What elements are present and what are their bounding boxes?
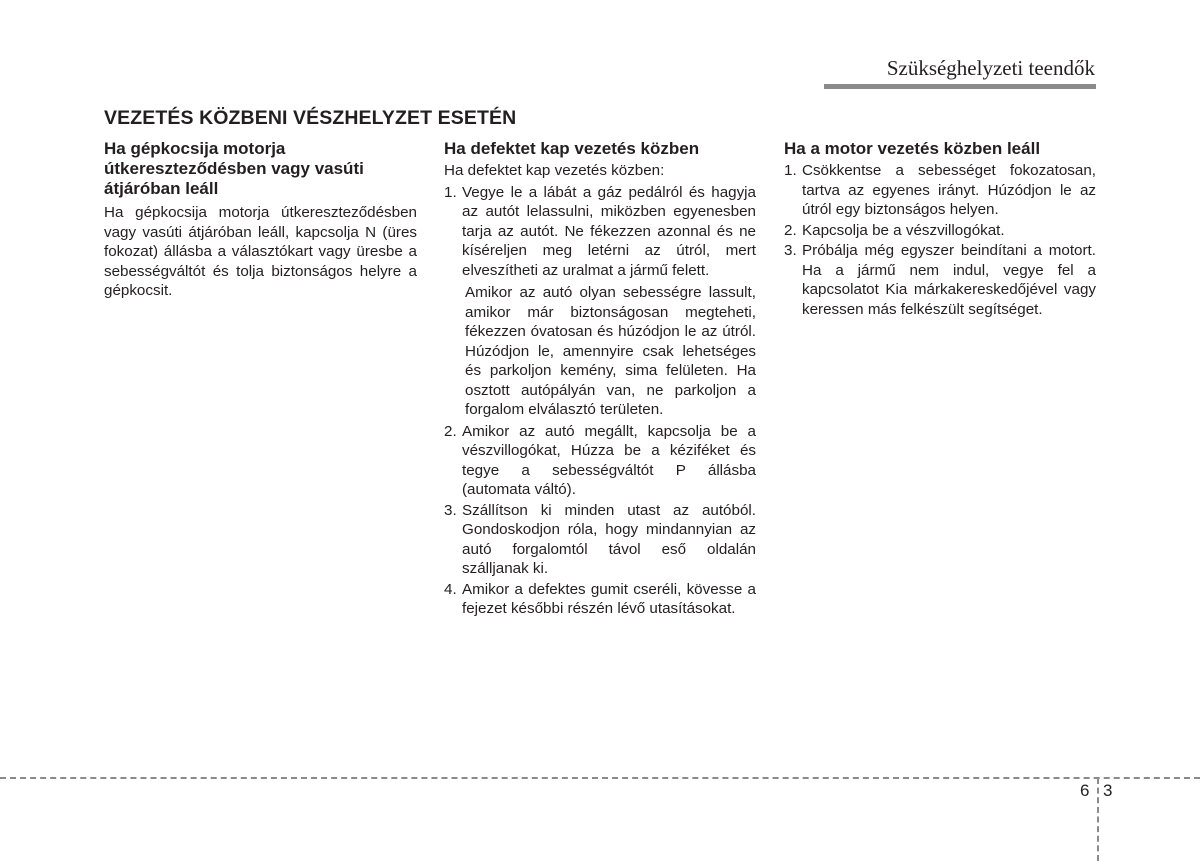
subheading-stalled-crossing: Ha gépkocsija motorja útkereszteződésben vagy vasúti átjáróban leáll (104, 139, 364, 198)
list-text: Szállítson ki minden utast az autóból. Gondoskodjon róla, hogy mindannyian az autó forgalomtól távol eső oldalán szálljanak ki. (462, 501, 756, 577)
list-number: 3. (784, 242, 797, 259)
column-stalled-crossing (104, 139, 417, 301)
subheading-engine-stall: Ha a motor vezetés közben leáll (784, 139, 1041, 158)
header-rule (824, 84, 1096, 89)
list-text: Vegye le a lábát a gáz pedálról és hagyja az autót lelassulni, miközben egyenesben tarja az autót. Ne fékezzen azonnal és ne kíséreljen meg letérni az útról, mert elveszítheti az uralmat a jármű felett. (462, 183, 756, 279)
column-flat-tire (444, 139, 756, 620)
indented-note: Amikor az autó olyan sebességre lassult, amikor már biztonságosan megteheti, fékezzen óvatosan és húzódjon le az útról. Húzódjon le, amennyire csak lehetséges és parkoljon kemény, sima felületen. Ha osztott autópályán van, ne parkoljon a forgalom elválasztó területen. (465, 284, 756, 418)
page-number: 3 (1103, 781, 1113, 800)
list-item (444, 183, 756, 281)
list-item (784, 241, 1096, 319)
list-number: 1. (784, 162, 797, 179)
chapter-number: 6 (1080, 781, 1090, 800)
list-number: 2. (444, 422, 457, 440)
list-number: 1. (444, 183, 457, 201)
paragraph-stalled-crossing: Ha gépkocsija motorja útkereszteződésben vagy vasúti átjáróban leáll, kapcsolja N (üres fokozat) állásba a választókart vagy üresbe a sebességváltót és tolja biztonságos helyre a gépkocsit. (104, 204, 417, 299)
engine-stall-steps (784, 161, 1096, 319)
intro-flat-tire: Ha defektet kap vezetés közben: (444, 162, 665, 179)
section-title: VEZETÉS KÖZBENI VÉSZHELYZET ESETÉN (104, 107, 517, 129)
list-text: Kapcsolja be a vészvillogókat. (802, 221, 1005, 239)
list-text: Próbálja még egyszer beindítani a motort. Ha a jármű nem indul, vegye fel a kapcsolatot Kia márkakereskedőjével vagy keressen más felkészült segítséget. (802, 242, 1096, 318)
page-number-separator (1097, 778, 1099, 861)
list-number: 3. (444, 501, 457, 519)
subheading-flat-tire: Ha defektet kap vezetés közben (444, 139, 700, 158)
flat-tire-steps (444, 183, 756, 619)
list-text: Csökkentse a sebességet fokozatosan, tartva az egyenes irányt. Húzódjon le az útról egy biztonságos helyen. (802, 162, 1096, 218)
list-item (444, 422, 756, 500)
list-number: 2. (784, 221, 797, 239)
list-item (784, 161, 1096, 220)
list-item (784, 221, 1096, 241)
list-text: Amikor a defektes gumit cseréli, kövesse a fejezet későbbi részén lévő utasításokat. (462, 580, 756, 617)
list-number: 4. (444, 580, 457, 598)
list-text: Amikor az autó megállt, kapcsolja be a vészvillogókat, Húzza be a kéziféket és tegye a sebességváltót P állásba (automata váltó). (462, 422, 756, 498)
column-engine-stall (784, 139, 1096, 320)
chapter-title: Szükséghelyzeti teendők (886, 56, 1095, 80)
list-item (444, 501, 756, 579)
footer-divider (0, 777, 1200, 779)
list-item (444, 580, 756, 619)
